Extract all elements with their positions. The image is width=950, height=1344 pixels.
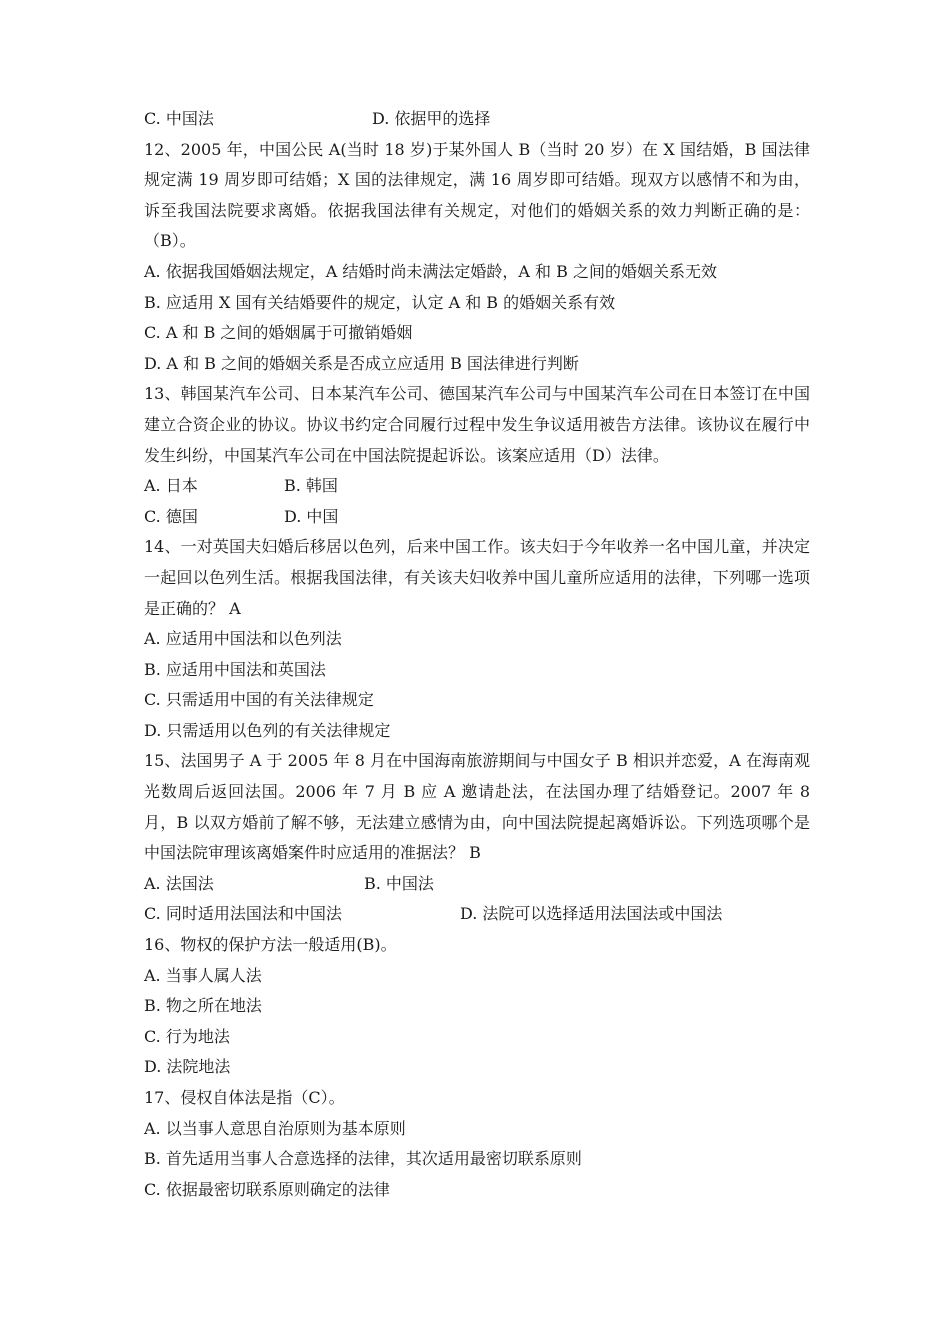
q15-option-b: B. 中国法 [364,873,434,893]
q11-option-d: D. 依据甲的选择 [372,109,491,128]
q13-options-row-1 [144,471,810,502]
q13-option-c: C. 德国 [144,506,198,526]
q13-question: 13、韩国某汽车公司、日本某汽车公司、德国某汽车公司与中国某汽车公司在日本签订在中国建立合资企业的协议。协议书约定合同履行过程中发生争议适用被告方法律。该协议在履行中发生纠纷，中国某汽车公司在中国法院提起诉讼。该案应适用（D）法律。 [144,384,810,465]
q12-option-a: A. 依据我国婚姻法规定，A 结婚时尚未满法定婚龄，A 和 B 之间的婚姻关系无效 [144,261,717,281]
q14-option-a: A. 应适用中国法和以色列法 [144,629,342,649]
q12-option-c: C. A 和 B 之间的婚姻属于可撤销婚姻 [144,323,413,343]
q16-option-c: C. 行为地法 [144,1026,230,1046]
q15-options-row-2 [144,899,810,930]
q14-option-b: B. 应适用中国法和英国法 [144,659,326,679]
q11-options-row [144,104,810,135]
q13-option-d: D. 中国 [284,506,339,526]
q13-option-a: A. 日本 [144,476,198,496]
q16-option-d: D. 法院地法 [144,1057,231,1077]
q17-option-a: A. 以当事人意思自治原则为基本原则 [144,1118,406,1138]
q14-option-c: C. 只需适用中国的有关法律规定 [144,690,374,710]
q17-option-b: B. 首先适用当事人合意选择的法律，其次适用最密切联系原则 [144,1149,582,1169]
q15-option-d: D. 法院可以选择适用法国法或中国法 [460,904,723,924]
q14-option-d: D. 只需适用以色列的有关法律规定 [144,720,391,740]
q13-option-b: B. 韩国 [284,476,338,496]
q12-question: 12、2005 年，中国公民 A(当时 18 岁)于某外国人 B（当时 20 岁）在 X 国结婚，B 国法律规定满 19 周岁即可结婚；X 国的法律规定，满 16 周岁即可结婚。现双方以感情不和为由，诉至我国法院要求离婚。依据我国法律有关规定，对他们的婚姻关系的效力判断正确的是：（B）。 [144,139,810,251]
q15-question: 15、法国男子 A 于 2005 年 8 月在中国海南旅游期间与中国女子 B 相识并恋爱，A 在海南观光数周后返回法国。2006 年 7 月 B 应 A 邀请赴法，在法国办理了结婚登记。2007 年 8 月，B 以双方婚前了解不够，无法建立感情为由，向中国法院提起离婚诉讼。下列选项哪个是中国法院审理该离婚案件时应适用的准据法？ B [144,751,810,863]
q16-option-a: A. 当事人属人法 [144,965,262,985]
q12-option-d: D. A 和 B 之间的婚姻关系是否成立应适用 B 国法律进行判断 [144,353,579,373]
q17-question: 17、侵权自体法是指（C）。 [144,1088,345,1107]
q14-question: 14、一对英国夫妇婚后移居以色列，后来中国工作。该夫妇于今年收养一名中国儿童，并决定一起回以色列生活。根据我国法律，有关该夫妇收养中国儿童所应适用的法律，下列哪一选项是正确的？ A [144,537,810,618]
q13-options-row-2 [144,502,810,533]
q15-option-c: C. 同时适用法国法和中国法 [144,904,342,924]
q16-question: 16、物权的保护方法一般适用(B)。 [144,935,397,955]
document-page [144,104,810,1205]
q12-option-b: B. 应适用 X 国有关结婚要件的规定，认定 A 和 B 的婚姻关系有效 [144,292,616,312]
q17-option-c: C. 依据最密切联系原则确定的法律 [144,1179,390,1199]
q15-option-a: A. 法国法 [144,873,214,893]
q16-option-b: B. 物之所在地法 [144,996,262,1016]
q11-option-c: C. 中国法 [144,109,214,128]
q15-options-row-1 [144,869,810,900]
